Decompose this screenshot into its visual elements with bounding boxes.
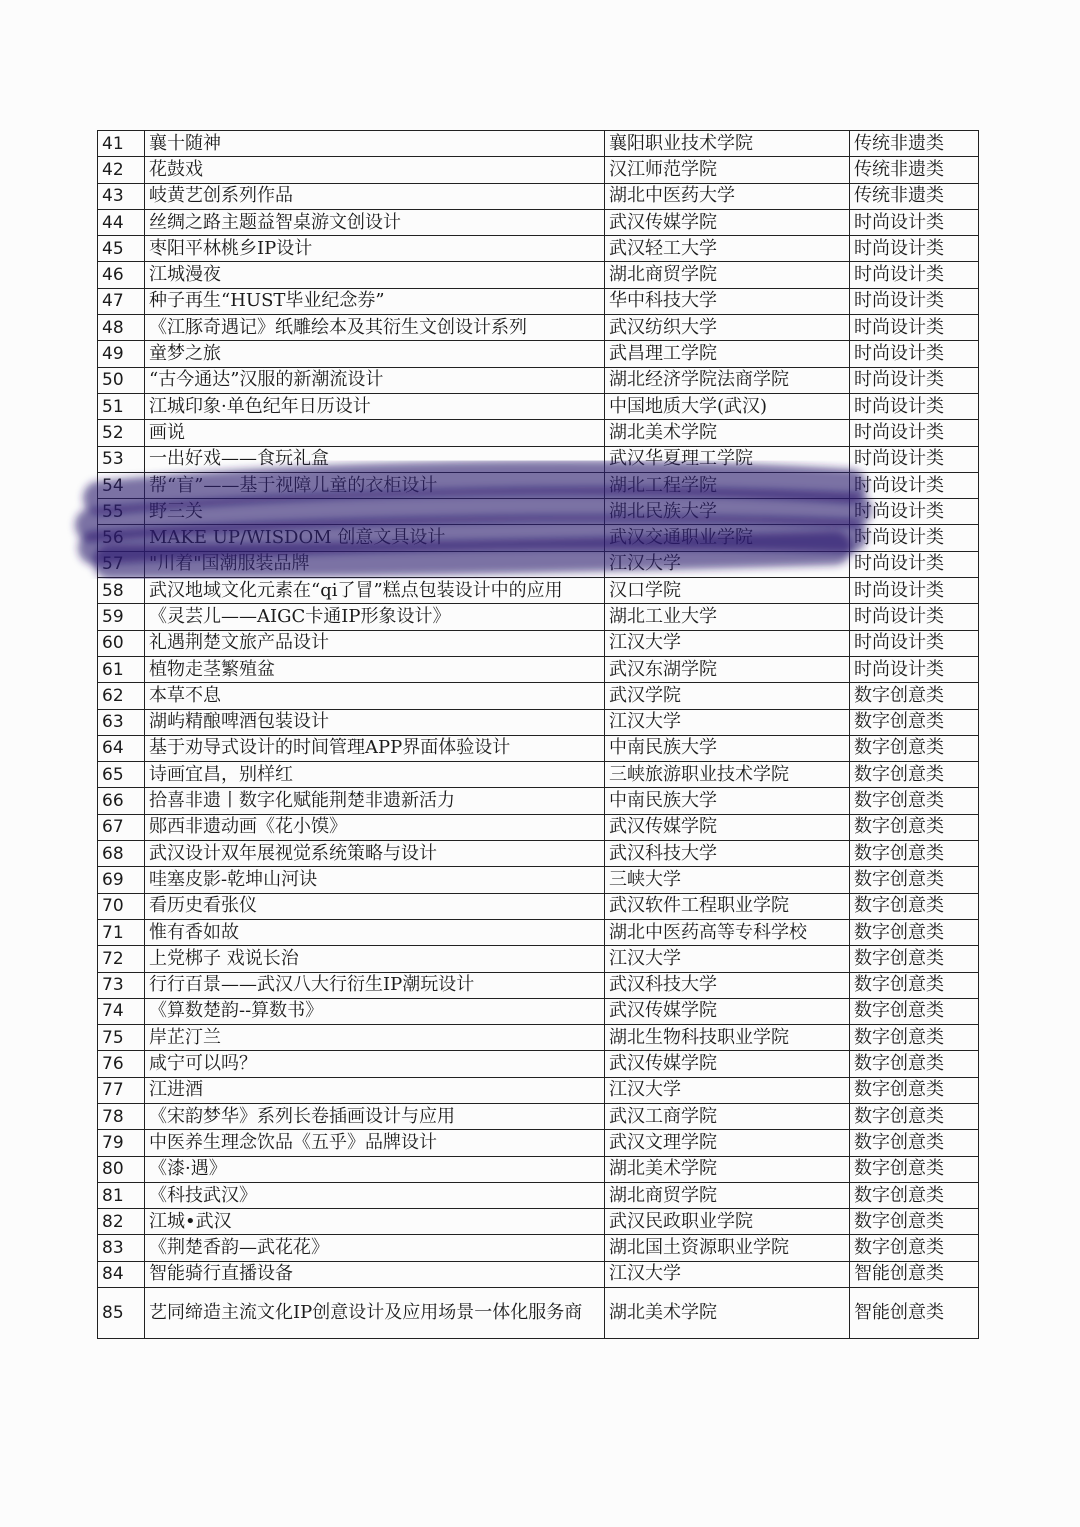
- project-title: 花鼓戏: [145, 157, 605, 183]
- category-label: 数字创意类: [850, 946, 979, 972]
- project-title: 看历史看张仪: [145, 893, 605, 919]
- school-name: 中南民族大学: [605, 735, 850, 761]
- category-label: 数字创意类: [850, 841, 979, 867]
- school-name: 武汉民政职业学院: [605, 1209, 850, 1235]
- project-title: "川着"国潮服装品牌: [145, 551, 605, 577]
- category-label: 数字创意类: [850, 1156, 979, 1182]
- project-title: 江城•武汉: [145, 1209, 605, 1235]
- row-number: 75: [98, 1025, 145, 1051]
- row-number: 61: [98, 656, 145, 682]
- project-title: 武汉地域文化元素在“qi了冒”糕点包装设计中的应用: [145, 578, 605, 604]
- category-label: 传统非遗类: [850, 183, 979, 209]
- table-row: [98, 814, 979, 840]
- school-name: 湖北商贸学院: [605, 262, 850, 288]
- row-number: 57: [98, 551, 145, 577]
- school-name: 湖北工业大学: [605, 604, 850, 630]
- row-number: 84: [98, 1261, 145, 1287]
- row-number: 76: [98, 1051, 145, 1077]
- school-name: 武汉科技大学: [605, 972, 850, 998]
- category-label: 时尚设计类: [850, 656, 979, 682]
- table-row: [98, 341, 979, 367]
- school-name: 湖北工程学院: [605, 472, 850, 498]
- row-number: 83: [98, 1235, 145, 1261]
- category-label: 数字创意类: [850, 893, 979, 919]
- category-label: 数字创意类: [850, 1130, 979, 1156]
- row-number: 41: [98, 131, 145, 157]
- table-row: [98, 157, 979, 183]
- project-title: 《灵芸儿——AIGC卡通IP形象设计》: [145, 604, 605, 630]
- row-number: 53: [98, 446, 145, 472]
- category-label: 数字创意类: [850, 814, 979, 840]
- school-name: 武汉文理学院: [605, 1130, 850, 1156]
- table-row: [98, 946, 979, 972]
- category-label: 时尚设计类: [850, 367, 979, 393]
- row-number: 81: [98, 1182, 145, 1208]
- row-number: 50: [98, 367, 145, 393]
- table-row: [98, 1130, 979, 1156]
- category-label: 时尚设计类: [850, 551, 979, 577]
- project-title: 帮“盲”——基于视障儿童的衣柜设计: [145, 472, 605, 498]
- project-title: 《科技武汉》: [145, 1182, 605, 1208]
- row-number: 79: [98, 1130, 145, 1156]
- table-row: [98, 315, 979, 341]
- table-row: [98, 1156, 979, 1182]
- school-name: 武汉传媒学院: [605, 209, 850, 235]
- project-title: 画说: [145, 420, 605, 446]
- table-row: [98, 656, 979, 682]
- project-title: 《算数楚韵--算数书》: [145, 998, 605, 1024]
- row-number: 44: [98, 209, 145, 235]
- table-row: [98, 1235, 979, 1261]
- table-row: [98, 131, 979, 157]
- category-label: 时尚设计类: [850, 499, 979, 525]
- category-label: 数字创意类: [850, 762, 979, 788]
- row-number: 66: [98, 788, 145, 814]
- school-name: 湖北生物科技职业学院: [605, 1025, 850, 1051]
- school-name: 中南民族大学: [605, 788, 850, 814]
- project-title: 种子再生“HUST毕业纪念券”: [145, 288, 605, 314]
- school-name: 湖北美术学院: [605, 1156, 850, 1182]
- category-label: 时尚设计类: [850, 393, 979, 419]
- row-number: 51: [98, 393, 145, 419]
- table-row: [98, 578, 979, 604]
- category-label: 数字创意类: [850, 1182, 979, 1208]
- project-title: 枣阳平林桃乡IP设计: [145, 236, 605, 262]
- project-title: 智能骑行直播设备: [145, 1261, 605, 1287]
- row-number: 64: [98, 735, 145, 761]
- school-name: 江汉大学: [605, 551, 850, 577]
- table-row: [98, 1051, 979, 1077]
- table-row: [98, 393, 979, 419]
- award-list-table: [97, 130, 979, 1339]
- row-number: 78: [98, 1103, 145, 1129]
- category-label: 时尚设计类: [850, 315, 979, 341]
- project-title: 岐黄艺创系列作品: [145, 183, 605, 209]
- row-number: 70: [98, 893, 145, 919]
- row-number: 67: [98, 814, 145, 840]
- row-number: 68: [98, 841, 145, 867]
- project-title: 拾喜非遗丨数字化赋能荆楚非遗新活力: [145, 788, 605, 814]
- category-label: 时尚设计类: [850, 446, 979, 472]
- table-body: [98, 131, 979, 1339]
- category-label: 数字创意类: [850, 735, 979, 761]
- project-title: “古今通达”汉服的新潮流设计: [145, 367, 605, 393]
- project-title: 诗画宜昌，别样红: [145, 762, 605, 788]
- project-title: MAKE UP/WISDOM 创意文具设计: [145, 525, 605, 551]
- row-number: 54: [98, 472, 145, 498]
- row-number: 58: [98, 578, 145, 604]
- table-row: [98, 1288, 979, 1339]
- category-label: 数字创意类: [850, 972, 979, 998]
- row-number: 63: [98, 709, 145, 735]
- project-title: 《宋韵梦华》系列长卷插画设计与应用: [145, 1103, 605, 1129]
- school-name: 湖北中医药大学: [605, 183, 850, 209]
- table-row: [98, 472, 979, 498]
- category-label: 时尚设计类: [850, 630, 979, 656]
- school-name: 江汉大学: [605, 709, 850, 735]
- table-row: [98, 446, 979, 472]
- school-name: 武汉工商学院: [605, 1103, 850, 1129]
- table-row: [98, 919, 979, 945]
- project-title: 基于劝导式设计的时间管理APP界面体验设计: [145, 735, 605, 761]
- project-title: 行行百景——武汉八大行衍生IP潮玩设计: [145, 972, 605, 998]
- row-number: 73: [98, 972, 145, 998]
- category-label: 数字创意类: [850, 1025, 979, 1051]
- project-title: 本草不息: [145, 683, 605, 709]
- school-name: 湖北商贸学院: [605, 1182, 850, 1208]
- project-title: 江城漫夜: [145, 262, 605, 288]
- school-name: 武汉学院: [605, 683, 850, 709]
- table-row: [98, 709, 979, 735]
- school-name: 武汉软件工程职业学院: [605, 893, 850, 919]
- category-label: 时尚设计类: [850, 236, 979, 262]
- table-row: [98, 762, 979, 788]
- school-name: 湖北经济学院法商学院: [605, 367, 850, 393]
- category-label: 时尚设计类: [850, 341, 979, 367]
- table-row: [98, 683, 979, 709]
- school-name: 武汉科技大学: [605, 841, 850, 867]
- table-row: [98, 972, 979, 998]
- project-title: 艺同缔造主流文化IP创意设计及应用场景一体化服务商: [145, 1288, 605, 1339]
- table-row: [98, 893, 979, 919]
- table-row: [98, 183, 979, 209]
- school-name: 湖北美术学院: [605, 1288, 850, 1339]
- table-row: [98, 841, 979, 867]
- row-number: 56: [98, 525, 145, 551]
- row-number: 48: [98, 315, 145, 341]
- school-name: 武汉东湖学院: [605, 656, 850, 682]
- row-number: 80: [98, 1156, 145, 1182]
- school-name: 华中科技大学: [605, 288, 850, 314]
- school-name: 江汉大学: [605, 630, 850, 656]
- category-label: 时尚设计类: [850, 472, 979, 498]
- category-label: 时尚设计类: [850, 209, 979, 235]
- school-name: 襄阳职业技术学院: [605, 131, 850, 157]
- project-title: 湖屿精酿啤酒包装设计: [145, 709, 605, 735]
- project-title: 江城印象·单色纪年日历设计: [145, 393, 605, 419]
- category-label: 数字创意类: [850, 1051, 979, 1077]
- category-label: 时尚设计类: [850, 578, 979, 604]
- row-number: 52: [98, 420, 145, 446]
- table-row: [98, 262, 979, 288]
- row-number: 42: [98, 157, 145, 183]
- table-row: [98, 1182, 979, 1208]
- table-row: [98, 998, 979, 1024]
- category-label: 数字创意类: [850, 1235, 979, 1261]
- school-name: 江汉大学: [605, 1261, 850, 1287]
- school-name: 武汉纺织大学: [605, 315, 850, 341]
- row-number: 43: [98, 183, 145, 209]
- table-row: [98, 1025, 979, 1051]
- table-row: [98, 1209, 979, 1235]
- school-name: 湖北中医药高等专科学校: [605, 919, 850, 945]
- school-name: 武汉传媒学院: [605, 998, 850, 1024]
- project-title: 襄十随神: [145, 131, 605, 157]
- table-row: [98, 788, 979, 814]
- row-number: 74: [98, 998, 145, 1024]
- project-title: 《江豚奇遇记》纸雕绘本及其衍生文创设计系列: [145, 315, 605, 341]
- row-number: 65: [98, 762, 145, 788]
- row-number: 46: [98, 262, 145, 288]
- school-name: 三峡大学: [605, 867, 850, 893]
- category-label: 智能创意类: [850, 1288, 979, 1339]
- category-label: 数字创意类: [850, 998, 979, 1024]
- category-label: 时尚设计类: [850, 288, 979, 314]
- category-label: 数字创意类: [850, 709, 979, 735]
- school-name: 武汉华夏理工学院: [605, 446, 850, 472]
- row-number: 62: [98, 683, 145, 709]
- row-number: 71: [98, 919, 145, 945]
- row-number: 59: [98, 604, 145, 630]
- project-title: 丝绸之路主题益智桌游文创设计: [145, 209, 605, 235]
- school-name: 汉口学院: [605, 578, 850, 604]
- project-title: 郧西非遗动画《花小馍》: [145, 814, 605, 840]
- row-number: 69: [98, 867, 145, 893]
- school-name: 湖北民族大学: [605, 499, 850, 525]
- category-label: 时尚设计类: [850, 525, 979, 551]
- category-label: 数字创意类: [850, 867, 979, 893]
- table-row: [98, 1103, 979, 1129]
- school-name: 湖北美术学院: [605, 420, 850, 446]
- category-label: 数字创意类: [850, 1209, 979, 1235]
- row-number: 60: [98, 630, 145, 656]
- category-label: 传统非遗类: [850, 131, 979, 157]
- school-name: 中国地质大学(武汉): [605, 393, 850, 419]
- school-name: 湖北国土资源职业学院: [605, 1235, 850, 1261]
- project-title: 江进酒: [145, 1077, 605, 1103]
- category-label: 数字创意类: [850, 1103, 979, 1129]
- table-row: [98, 1077, 979, 1103]
- row-number: 82: [98, 1209, 145, 1235]
- category-label: 时尚设计类: [850, 604, 979, 630]
- school-name: 江汉大学: [605, 1077, 850, 1103]
- project-title: 上党梆子 戏说长治: [145, 946, 605, 972]
- row-number: 85: [98, 1288, 145, 1339]
- project-title: 武汉设计双年展视觉系统策略与设计: [145, 841, 605, 867]
- table-row: [98, 735, 979, 761]
- school-name: 武汉交通职业学院: [605, 525, 850, 551]
- row-number: 72: [98, 946, 145, 972]
- project-title: 礼遇荆楚文旅产品设计: [145, 630, 605, 656]
- table-row: [98, 867, 979, 893]
- school-name: 汉江师范学院: [605, 157, 850, 183]
- table-row: [98, 367, 979, 393]
- project-title: 岸芷汀兰: [145, 1025, 605, 1051]
- category-label: 数字创意类: [850, 919, 979, 945]
- category-label: 智能创意类: [850, 1261, 979, 1287]
- row-number: 45: [98, 236, 145, 262]
- school-name: 武昌理工学院: [605, 341, 850, 367]
- category-label: 数字创意类: [850, 1077, 979, 1103]
- row-number: 47: [98, 288, 145, 314]
- project-title: 童梦之旅: [145, 341, 605, 367]
- project-title: 哇塞皮影-乾坤山河诀: [145, 867, 605, 893]
- table-row: [98, 420, 979, 446]
- school-name: 武汉轻工大学: [605, 236, 850, 262]
- table-row: [98, 236, 979, 262]
- school-name: 江汉大学: [605, 946, 850, 972]
- row-number: 55: [98, 499, 145, 525]
- category-label: 传统非遗类: [850, 157, 979, 183]
- project-title: 《荆楚香韵—武花花》: [145, 1235, 605, 1261]
- table-row: [98, 499, 979, 525]
- category-label: 时尚设计类: [850, 420, 979, 446]
- table-row: [98, 630, 979, 656]
- school-name: 武汉传媒学院: [605, 814, 850, 840]
- row-number: 49: [98, 341, 145, 367]
- table-row: [98, 288, 979, 314]
- project-title: 中医养生理念饮品《五乎》品牌设计: [145, 1130, 605, 1156]
- project-title: 咸宁可以吗？: [145, 1051, 605, 1077]
- project-title: 惟有香如故: [145, 919, 605, 945]
- school-name: 三峡旅游职业技术学院: [605, 762, 850, 788]
- project-title: 植物走茎繁殖盆: [145, 656, 605, 682]
- project-title: 野三关: [145, 499, 605, 525]
- category-label: 时尚设计类: [850, 262, 979, 288]
- row-number: 77: [98, 1077, 145, 1103]
- table-row: [98, 604, 979, 630]
- project-title: 一出好戏——食玩礼盒: [145, 446, 605, 472]
- school-name: 武汉传媒学院: [605, 1051, 850, 1077]
- category-label: 数字创意类: [850, 683, 979, 709]
- table-row: [98, 209, 979, 235]
- category-label: 数字创意类: [850, 788, 979, 814]
- table-row: [98, 551, 979, 577]
- table-row: [98, 1261, 979, 1287]
- table-row: [98, 525, 979, 551]
- project-title: 《漆·遇》: [145, 1156, 605, 1182]
